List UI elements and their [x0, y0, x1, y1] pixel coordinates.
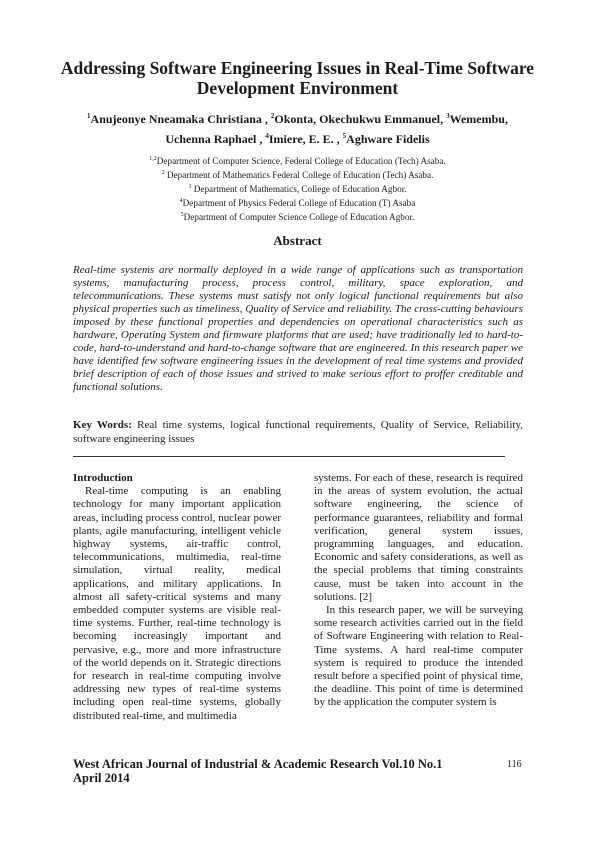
- author-4-superscript: 4: [265, 132, 269, 140]
- footer-date: April 2014: [73, 771, 130, 785]
- introduction-paragraph: Real-time computing is an enabling technology for many important application areas, including process control, nuclear power plants, agile manufacturing, intelligent vehicle highway systems, air-traffic control, telecommunications, multimedia, real-time simulation, virtual reality, medical applications, and military applications. In almost all safety-critical systems and many embedded computer systems are visible real-time systems. Further, real-time technology is becoming increasingly important and pervasive, e.g., more and more infrastructure of the world depends on it. Strategic directions for research in real-time computing involve addressing new types of real-time systems including open real-time systems, globally distributed real-time, and multimedia: [73, 485, 281, 722]
- affiliation-2: [100, 167, 495, 181]
- author-1-superscript: 1: [87, 112, 91, 120]
- author-4-name: Imiere, E. E. ,: [268, 132, 343, 146]
- affiliation-5-text: Department of Computer Science College of Education Agbor.: [183, 212, 415, 223]
- author-3-superscript: 3: [446, 112, 450, 120]
- affiliation-5: [100, 209, 495, 223]
- paper-title: Addressing Software Engineering Issues in Real-Time Software Development Environment: [60, 58, 535, 98]
- introduction-heading: Introduction: [73, 472, 133, 484]
- right-column-paragraph-2: In this research paper, we will be surveying some research activities carried out in the field of Software Engineering with relation to Real-Time systems. A hard real-time computer system is required to produce the intended result before a specified point of physical time, the deadline. This point of time is determined by the application the computer system is: [314, 604, 523, 709]
- affiliation-4-text: Department of Physics Federal College of Education (T) Asaba: [182, 198, 416, 209]
- page-number: 116: [507, 759, 522, 770]
- footer-journal-name: West African Journal of Industrial & Academic Research Vol.10 No.1: [73, 757, 443, 771]
- abstract-heading: Abstract: [273, 233, 322, 248]
- author-2-superscript: 2: [270, 112, 275, 120]
- affiliation-list: [100, 153, 495, 223]
- affiliation-2-text: Department of Mathematics Federal College of Education (Tech) Asaba.: [164, 170, 434, 181]
- keywords: [73, 419, 523, 446]
- author-list: [70, 108, 525, 148]
- author-3-name: Wemembu, Uchenna Raphael ,: [165, 112, 508, 146]
- right-column: [314, 472, 523, 710]
- section-divider: [73, 456, 505, 457]
- page-footer: [73, 757, 533, 785]
- author-2-name: Okonta, Okechukwu Emmanuel,: [274, 112, 447, 126]
- affiliation-1-text: Department of Computer Science, Federal College of Education (Tech) Asaba.: [156, 156, 446, 167]
- keywords-text: Real time systems, logical functional requirements, Quality of Service, Reliability, software engineering issues: [73, 419, 523, 445]
- affiliation-4: [100, 195, 495, 209]
- affiliation-3-superscript: 3: [188, 184, 192, 191]
- affiliation-1-superscript: 1,2: [149, 156, 157, 162]
- affiliation-4-superscript: 4: [179, 198, 183, 205]
- author-5-superscript: 5: [342, 132, 347, 140]
- affiliation-1: [100, 153, 495, 167]
- author-5-name: Aghware Fidelis: [346, 132, 430, 146]
- left-column: [73, 472, 281, 723]
- affiliation-5-superscript: 5: [180, 212, 184, 219]
- abstract-text: Real-time systems are normally deployed in a wide range of applications such as transportation systems, manufacturing process, process control, military, space exploration, and telecommunications. These systems must satisfy not only logical functional requirements but also physical properties such as timeliness, Quality of Service and reliability. The cross-cutting behaviours imposed by these functional properties and dependencies on operational characteristics such as hardware, Operating System and firmware platforms that are used; have traditionally led to hard-to-code, hard-to-understand and hard-to-change software that are engineered. In this research paper we have identified few software engineering issues in the development of real time systems and provided brief description of each of those issues and strived to make serious effort to proffer creditable and functional solutions.: [73, 264, 523, 393]
- keywords-label: Key Words:: [73, 419, 132, 431]
- author-1-name: Anujeonye Nneamaka Christiana ,: [90, 112, 271, 126]
- affiliation-3-text: Department of Mathematics, College of Education Agbor.: [191, 184, 407, 195]
- right-column-paragraph-1: systems. For each of these, research is required in the areas of system evolution, the actual software engineering, the science of performance guarantees, reliability and formal verification, general system issues, programming languages, and education. Economic and safety considerations, as well as the special problems that timing constraints cause, must be taken into account in the solutions. [2]: [314, 472, 523, 603]
- affiliation-3: [100, 181, 495, 195]
- affiliation-2-superscript: 2: [161, 170, 165, 177]
